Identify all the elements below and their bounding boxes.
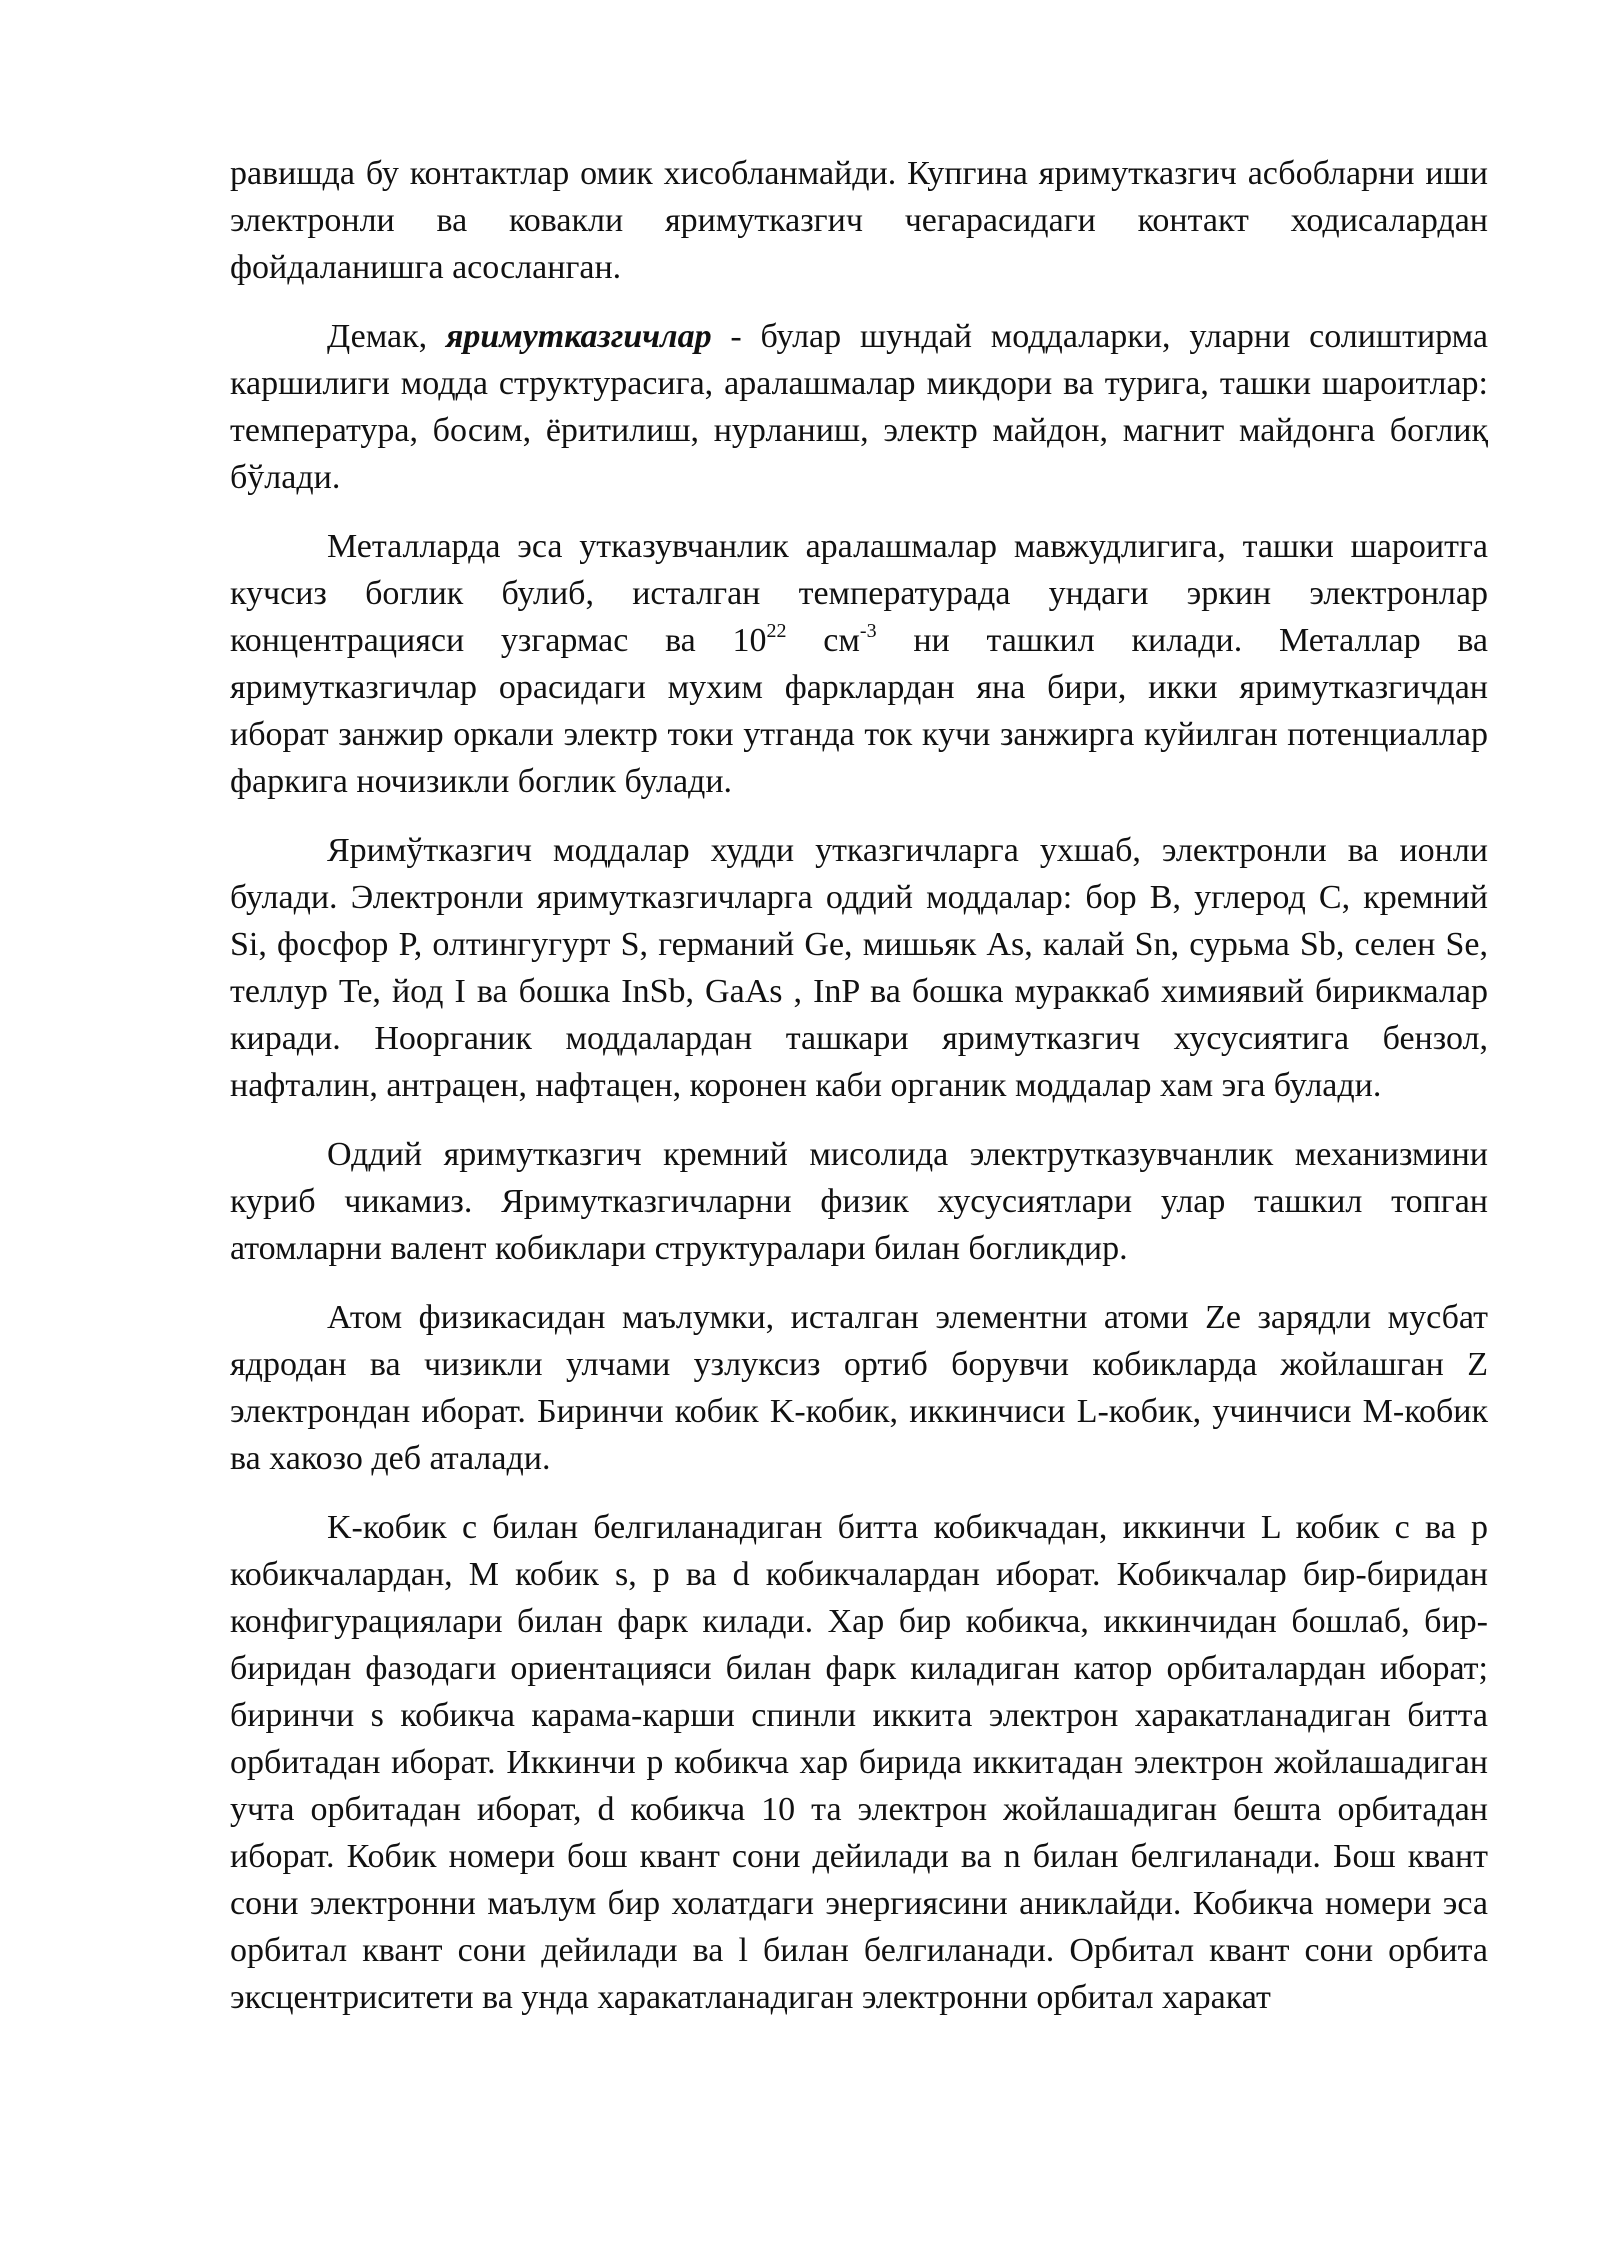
semiconductors-term: яримутказгичлар	[445, 318, 712, 355]
paragraph-definition	[230, 313, 1488, 501]
unit-text: см	[786, 622, 860, 659]
metals-text-start: Металларда эса утказувчанлик аралашмалар мавжудлигига, ташки шароитга кучсиз боглик булиб, исталган температурада ундаги эркин электронлар концентрацияси узгармас ва 10	[230, 528, 1488, 659]
paragraph-subshells: K-кобик с билан белгиланадиган битта кобикчадан, иккинчи L кобик с ва p кобикчалардан, M кобик s, p ва d кобикчалардан иборат. Кобикчалар бир-биридан конфигурациялари билан фарк килади. Хар бир кобикча, иккинчидан бошлаб, бир-биридан фазодаги ориентацияси билан фарк киладиган катор орбиталардан иборат; биринчи s кобикча карама-карши спинли иккита электрон харакатланадиган битта орбитадан иборат. Иккинчи p кобикча хар бирида иккитадан электрон жойлашадиган учта орбитадан иборат, d кобикча 10 та электрон жойлашадиган бешта орбитадан иборат. Кобик номери бош квант сони дейилади ва n билан белгиланади. Бош квант сони электронни маълум бир холатдаги энергиясини аниклайди. Кобикча номери эса орбитал квант сони дейилади ва l билан белгиланади. Орбитал квант сони орбита эксцентриситети ва унда харакатланадиган электронни орбитал харакат	[230, 1509, 1488, 2016]
paragraph-silicon: Оддий яримутказгич кремний мисолида электрутказувчанлик механизмини куриб чикамиз. Яримутказгичларни физик хусусиятлари улар ташкил топган атомларни валент кобиклари структуралари билан богликдир.	[230, 1136, 1488, 1267]
definition-lead-text: Демак,	[327, 318, 446, 355]
paragraph-atom-shells: Атом физикасидан маълумки, исталган элементни атоми Ze зарядли мусбат ядродан ва чизикли улчами узлуксиз ортиб борувчи кобикларда жойлашган Z электрондан иборат. Биринчи кобик K-кобик, иккинчиси L-кобик, учинчиси M-кобик ва хакозо деб аталади.	[230, 1299, 1488, 1477]
unit-exponent: -3	[859, 619, 877, 642]
document-page	[230, 150, 1488, 2043]
concentration-exponent: 22	[766, 619, 787, 642]
paragraph-contacts: равишда бу контактлар омик хисобланмайди. Купгина яримутказгич асбобларни иши электронли ва ковакли яримутказгич чегарасидаги контакт ходисалардан фойдаланишга асосланган.	[230, 155, 1488, 286]
paragraph-materials: Яримўтказгич моддалар худди утказгичларга ухшаб, электронли ва ионли булади. Электронли яримутказгичларга оддий моддалар: бор B, углерод C, кремний Si, фосфор P, олтингугурт S, германий Ge, мишьяк As, калай Sn, сурьма Sb, селен Se, теллур Te, йод I ва бошка InSb, GaAs , InP ва бошка мураккаб химиявий бирикмалар киради. Ноорганик моддалардан ташкари яримутказгич хусусиятига бензол, нафталин, антрацен, нафтацен, коронен каби органик моддалар хам эга булади.	[230, 832, 1488, 1104]
paragraph-metals	[230, 523, 1488, 805]
metals-text-end: ни ташкил килади. Металлар ва яримутказгичлар орасидаги мухим фарклардан яна бири, икки яримутказгичдан иборат занжир оркали электр токи утганда ток кучи занжирга куйилган потенциаллар фаркига ночизикли боглик булади.	[230, 622, 1489, 800]
definition-body-text: - булар шундай моддаларки, уларни солиштирма каршилиги модда структурасига, аралашмалар микдори ва турига, ташки шароитлар: температура, босим, ёритилиш, нурланиш, электр майдон, магнит майдонга боглиқ бўлади.	[230, 318, 1489, 496]
